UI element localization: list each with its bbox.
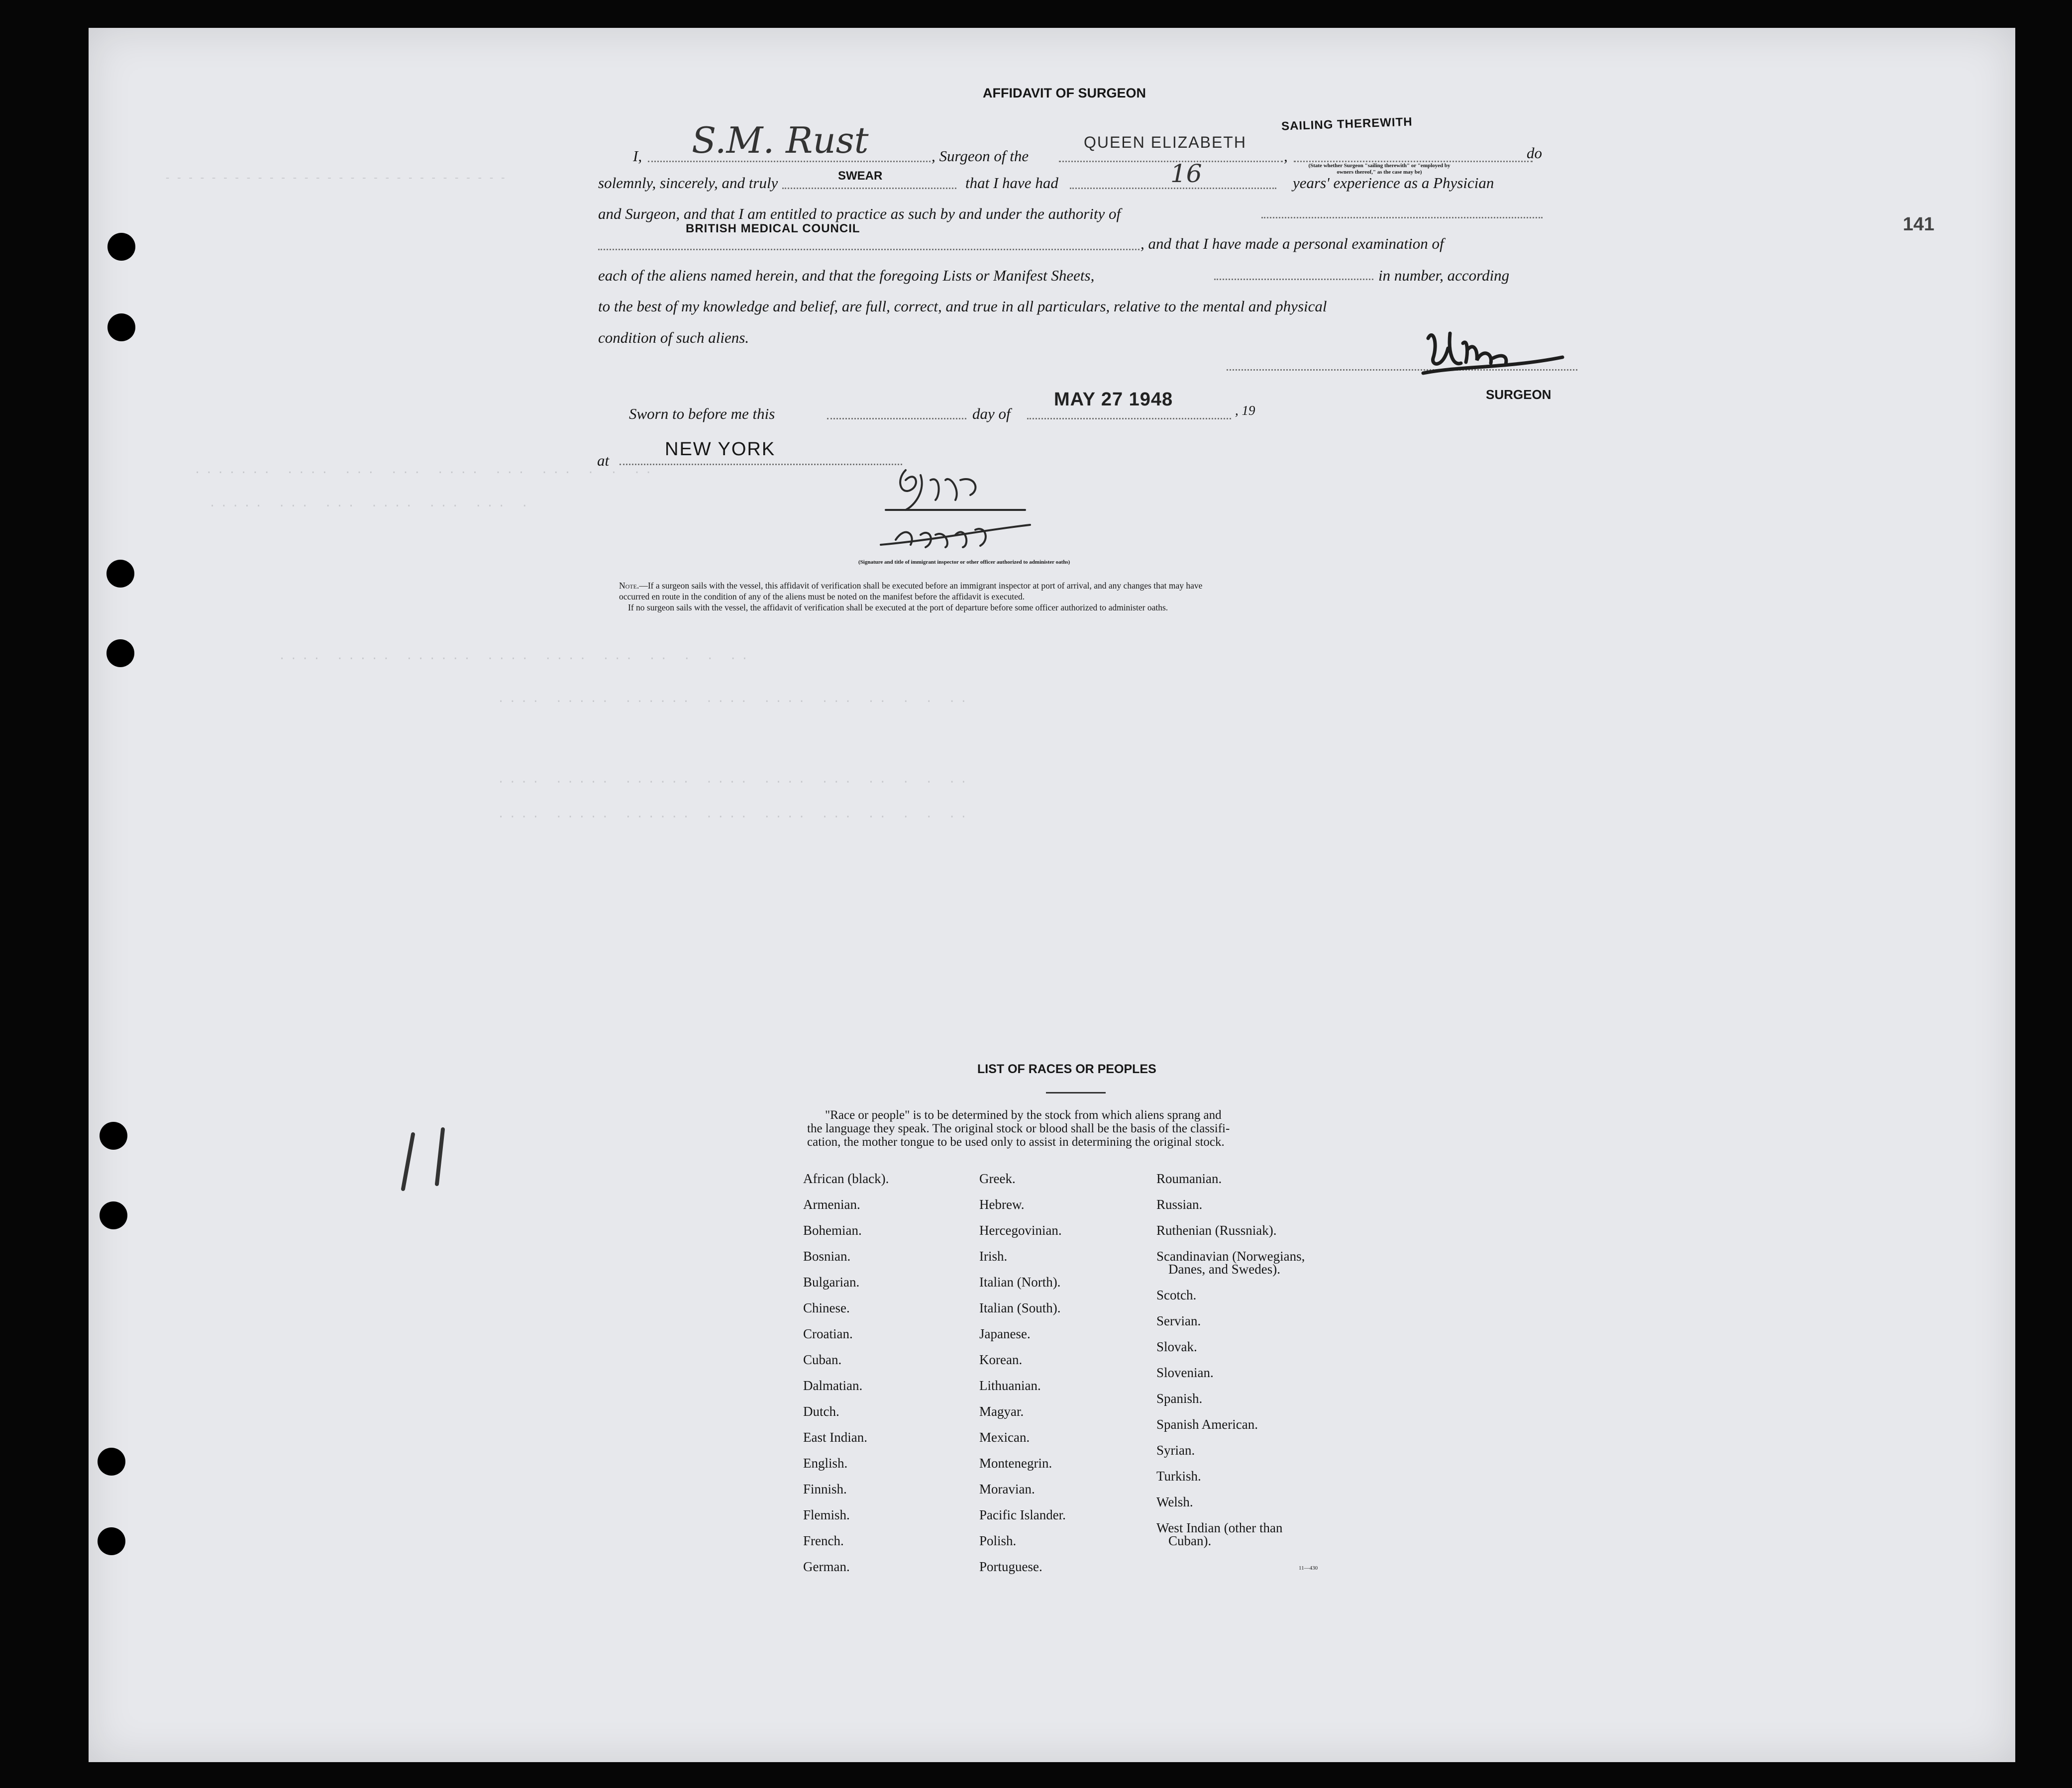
bleed-through-text: ····· ··· ··· ···· ··· ··· ·: [209, 500, 533, 512]
affidavit-title: AFFIDAVIT OF SURGEON: [983, 86, 1146, 100]
binder-hole: [98, 1527, 125, 1555]
fill-line: [620, 464, 902, 465]
race-item: Turkish.: [1156, 1469, 1201, 1484]
race-item: Bulgarian.: [803, 1275, 860, 1290]
surgeon-signature: [1418, 318, 1567, 388]
race-item: Japanese.: [979, 1326, 1031, 1341]
affidavit-text: years' experience as a Physician: [1293, 174, 1494, 192]
race-item: French.: [803, 1533, 844, 1548]
race-item: Dutch.: [803, 1404, 839, 1419]
race-item: Spanish American.: [1156, 1417, 1258, 1432]
manifest-sheet: [89, 28, 2015, 1762]
inspector-signature: [876, 460, 1075, 550]
affidavit-note: [619, 580, 1202, 613]
race-item: Finnish.: [803, 1482, 847, 1496]
authority-stamp: BRITISH MEDICAL COUNCIL: [686, 222, 860, 235]
race-item: Polish.: [979, 1533, 1017, 1548]
fill-line: [1027, 418, 1231, 419]
fill-line: [827, 418, 966, 419]
race-item: East Indian.: [803, 1430, 867, 1445]
affidavit-text: in number, according: [1378, 267, 1510, 284]
affidavit-text: at: [597, 452, 610, 469]
races-intro-line-3: cation, the mother tongue to be used only to assist in determining the original stock.: [807, 1135, 1225, 1149]
affidavit-text: do: [1527, 144, 1542, 162]
race-item: Mexican.: [979, 1430, 1030, 1445]
race-item: Magyar.: [979, 1404, 1024, 1419]
note-label: Note.: [619, 581, 639, 591]
race-item: Spanish.: [1156, 1391, 1203, 1406]
inspector-signature-caption: (Signature and title of immigrant inspector or other officer authorized to administer oaths): [858, 559, 1070, 565]
race-item: German.: [803, 1559, 850, 1574]
affidavit-text: I,: [633, 147, 642, 165]
affidavit-text: ,: [1284, 147, 1288, 165]
race-item: Cuban.: [803, 1352, 842, 1367]
affidavit-text: , and that I have made a personal examination of: [1140, 235, 1444, 252]
bleed-through-text: ···· ····· ······ ···· ···· ··· ·· · · ··: [498, 811, 972, 823]
race-item: Italian (North).: [979, 1275, 1061, 1290]
fill-line: [1214, 279, 1373, 280]
fill-line: [1294, 161, 1533, 162]
capacity-stamp: SAILING THEREWITH: [1281, 115, 1413, 133]
page-number: 141: [1903, 214, 1935, 235]
bleed-through-text: ···· ····· ······ ···· ···· ··· ·· · · ··: [279, 653, 753, 665]
race-item: Cuban).: [1168, 1533, 1212, 1548]
race-item: Armenian.: [803, 1197, 860, 1212]
race-item: Dalmatian.: [803, 1378, 863, 1393]
stray-pen-marks: [398, 1129, 458, 1194]
note-line-2: occurred en route in the condition of any of the aliens must be noted on the manifest before the affidavit is executed.: [619, 592, 1025, 601]
note-line-1: —If a surgeon sails with the vessel, this affidavit of verification shall be executed before an immigrant inspector at port of arrival, and any changes that may have: [639, 581, 1203, 591]
binder-hole: [100, 1122, 127, 1150]
binder-hole: [106, 560, 134, 588]
race-item: Ruthenian (Russniak).: [1156, 1223, 1277, 1238]
bleed-through-text: ------------------------------: [164, 172, 512, 184]
race-item: Italian (South).: [979, 1300, 1061, 1315]
years-handwritten: 16: [1170, 159, 1202, 188]
ship-name: QUEEN ELIZABETH: [1084, 133, 1246, 151]
affidavit-text: and Surgeon, and that I am entitled to practice as such by and under the authority of: [598, 205, 1121, 222]
affidavit-text: , Surgeon of the: [932, 147, 1029, 165]
race-item: Syrian.: [1156, 1443, 1195, 1458]
race-item: Servian.: [1156, 1313, 1201, 1328]
race-item: Hebrew.: [979, 1197, 1025, 1212]
bleed-through-text: ···· ····· ······ ···· ···· ··· ·· · · ··: [498, 776, 972, 789]
race-item: Irish.: [979, 1249, 1008, 1264]
race-item: Scandinavian (Norwegians,: [1156, 1249, 1305, 1264]
race-item: Russian.: [1156, 1197, 1203, 1212]
race-item: Bosnian.: [803, 1249, 851, 1264]
affidavit-text: solemnly, sincerely, and truly: [598, 174, 778, 192]
binder-hole: [107, 233, 135, 261]
binder-hole: [98, 1448, 125, 1476]
race-item: Moravian.: [979, 1482, 1035, 1496]
race-item: Welsh.: [1156, 1494, 1193, 1509]
race-item: Croatian.: [803, 1326, 853, 1341]
bleed-through-text: ······· ···· ··· ··· ···· ··· ··· · · ··: [194, 467, 657, 479]
races-intro-line-2: the language they speak. The original stock or blood shall be the basis of the classifi-: [807, 1122, 1230, 1135]
race-item: Bohemian.: [803, 1223, 862, 1238]
race-item: African (black).: [803, 1171, 889, 1186]
affidavit-text: Sworn to before me this: [629, 405, 775, 422]
races-intro: [807, 1108, 1230, 1149]
affidavit-text: that I have had: [965, 174, 1058, 192]
affidavit-text: each of the aliens named herein, and that the foregoing Lists or Manifest Sheets,: [598, 267, 1095, 284]
date-stamp: MAY 27 1948: [1054, 389, 1173, 410]
fill-line: [598, 249, 1140, 250]
race-item: West Indian (other than: [1156, 1520, 1283, 1535]
race-item: Greek.: [979, 1171, 1016, 1186]
race-item: Slovak.: [1156, 1339, 1197, 1354]
race-item: Scotch.: [1156, 1288, 1197, 1302]
binder-hole: [107, 313, 135, 341]
race-item: Roumanian.: [1156, 1171, 1222, 1186]
race-item: Hercegovinian.: [979, 1223, 1062, 1238]
race-item: Pacific Islander.: [979, 1507, 1066, 1522]
binder-hole: [100, 1201, 127, 1229]
affidavit-text: to the best of my knowledge and belief, are full, correct, and true in all particulars, relative to the mental and physical: [598, 298, 1327, 315]
affidavit-text: day of: [972, 405, 1011, 422]
oath-word-stamp: SWEAR: [838, 169, 883, 183]
fill-line: [782, 188, 956, 189]
race-item: Danes, and Swedes).: [1168, 1262, 1280, 1277]
fill-line: [1261, 217, 1543, 218]
form-number: 11—430: [1299, 1565, 1318, 1571]
affidavit-text: , 19: [1235, 403, 1255, 418]
races-intro-line-1: "Race or people" is to be determined by the stock from which aliens sprang and: [825, 1108, 1222, 1122]
note-line-3: If no surgeon sails with the vessel, the affidavit of verification shall be executed at the port of departure before some officer authorized to administer oaths.: [628, 602, 1168, 612]
capacity-note: (State whether Surgeon "sailing therewith" or "employed by owners thereof," as the case may be): [1308, 163, 1450, 175]
race-item: Montenegrin.: [979, 1456, 1052, 1471]
place-stamp: NEW YORK: [665, 439, 776, 460]
race-item: Chinese.: [803, 1300, 850, 1315]
surgeon-name-handwritten: S.M. Rust: [692, 119, 869, 161]
bleed-through-text: ···· ····· ······ ···· ···· ··· ·· · · ··: [498, 695, 972, 708]
surgeon-label: SURGEON: [1486, 387, 1552, 402]
race-item: Portuguese.: [979, 1559, 1042, 1574]
race-item: English.: [803, 1456, 848, 1471]
affidavit-text: condition of such aliens.: [598, 329, 749, 346]
race-item: Lithuanian.: [979, 1378, 1041, 1393]
race-item: Flemish.: [803, 1507, 850, 1522]
races-title-rule: [1046, 1092, 1106, 1093]
races-title: LIST OF RACES OR PEOPLES: [977, 1062, 1156, 1076]
race-item: Slovenian.: [1156, 1365, 1214, 1380]
race-item: Korean.: [979, 1352, 1023, 1367]
binder-hole: [106, 639, 134, 667]
